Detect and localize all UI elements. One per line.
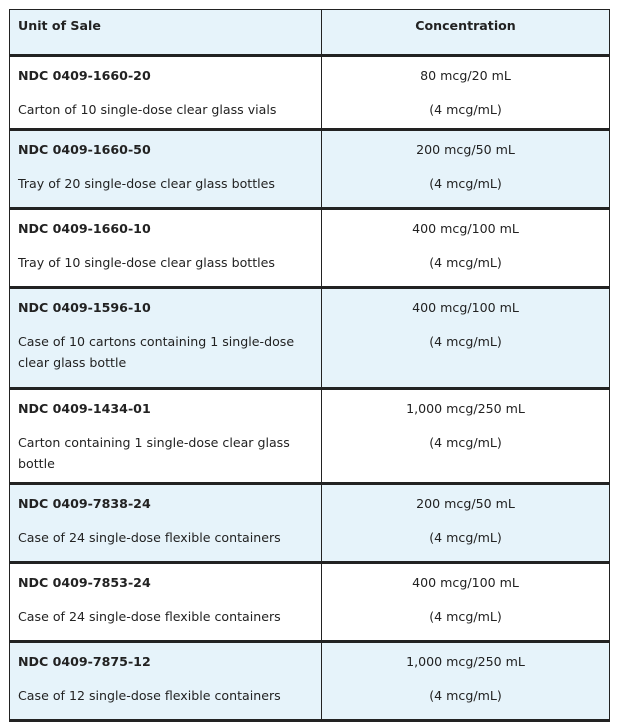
concentration-amount: 400 mcg/100 mL [412, 221, 519, 236]
package-description: Tray of 20 single-dose clear glass bottles [18, 176, 275, 191]
concentration-per-ml: (4 mcg/mL) [429, 176, 502, 191]
concentration-cell [322, 209, 610, 288]
unit-cell [10, 209, 322, 288]
package-description: Carton containing 1 single-dose clear glass bottle [18, 435, 290, 471]
unit-of-sale-table-container [9, 9, 610, 722]
concentration-per-ml: (4 mcg/mL) [429, 334, 502, 349]
header-row [10, 10, 610, 56]
concentration-per-ml: (4 mcg/mL) [429, 255, 502, 270]
table-row [10, 484, 610, 563]
concentration-amount: 200 mcg/50 mL [416, 142, 515, 157]
concentration-amount: 1,000 mcg/250 mL [406, 654, 525, 669]
table-row [10, 642, 610, 721]
package-description: Case of 24 single-dose flexible containers [18, 530, 281, 545]
concentration-amount: 400 mcg/100 mL [412, 300, 519, 315]
concentration-amount: 200 mcg/50 mL [416, 496, 515, 511]
unit-cell [10, 389, 322, 484]
unit-cell [10, 642, 322, 721]
concentration-cell [322, 288, 610, 389]
unit-cell [10, 130, 322, 209]
concentration-amount: 80 mcg/20 mL [420, 68, 511, 83]
concentration-per-ml: (4 mcg/mL) [429, 688, 502, 703]
table-row [10, 209, 610, 288]
header-concentration: Concentration [322, 10, 610, 56]
unit-cell [10, 484, 322, 563]
concentration-cell [322, 642, 610, 721]
package-description: Case of 12 single-dose flexible containers [18, 688, 281, 703]
unit-cell [10, 563, 322, 642]
package-description: Case of 24 single-dose flexible containers [18, 609, 281, 624]
ndc-code: NDC 0409-1660-50 [18, 142, 151, 157]
package-description: Case of 10 cartons containing 1 single-dose clear glass bottle [18, 334, 295, 370]
concentration-per-ml: (4 mcg/mL) [429, 530, 502, 545]
package-description: Tray of 10 single-dose clear glass bottles [18, 255, 275, 270]
package-description: Carton of 10 single-dose clear glass vials [18, 102, 277, 117]
ndc-code: NDC 0409-1660-20 [18, 68, 151, 83]
ndc-code: NDC 0409-1596-10 [18, 300, 151, 315]
table-row [10, 389, 610, 484]
ndc-code: NDC 0409-1434-01 [18, 401, 151, 416]
concentration-per-ml: (4 mcg/mL) [429, 609, 502, 624]
concentration-amount: 400 mcg/100 mL [412, 575, 519, 590]
concentration-per-ml: (4 mcg/mL) [429, 102, 502, 117]
concentration-cell [322, 56, 610, 130]
table-body [10, 56, 610, 721]
ndc-code: NDC 0409-7875-12 [18, 654, 151, 669]
header-unit-of-sale: Unit of Sale [10, 10, 322, 56]
concentration-per-ml: (4 mcg/mL) [429, 435, 502, 450]
table-row [10, 130, 610, 209]
table-header [10, 10, 610, 56]
ndc-code: NDC 0409-1660-10 [18, 221, 151, 236]
unit-cell [10, 288, 322, 389]
concentration-cell [322, 389, 610, 484]
table-row [10, 288, 610, 389]
table-row [10, 56, 610, 130]
concentration-amount: 1,000 mcg/250 mL [406, 401, 525, 416]
ndc-code: NDC 0409-7853-24 [18, 575, 151, 590]
table-row [10, 563, 610, 642]
concentration-cell [322, 130, 610, 209]
unit-cell [10, 56, 322, 130]
concentration-cell [322, 484, 610, 563]
unit-of-sale-table [9, 9, 610, 722]
concentration-cell [322, 563, 610, 642]
ndc-code: NDC 0409-7838-24 [18, 496, 151, 511]
